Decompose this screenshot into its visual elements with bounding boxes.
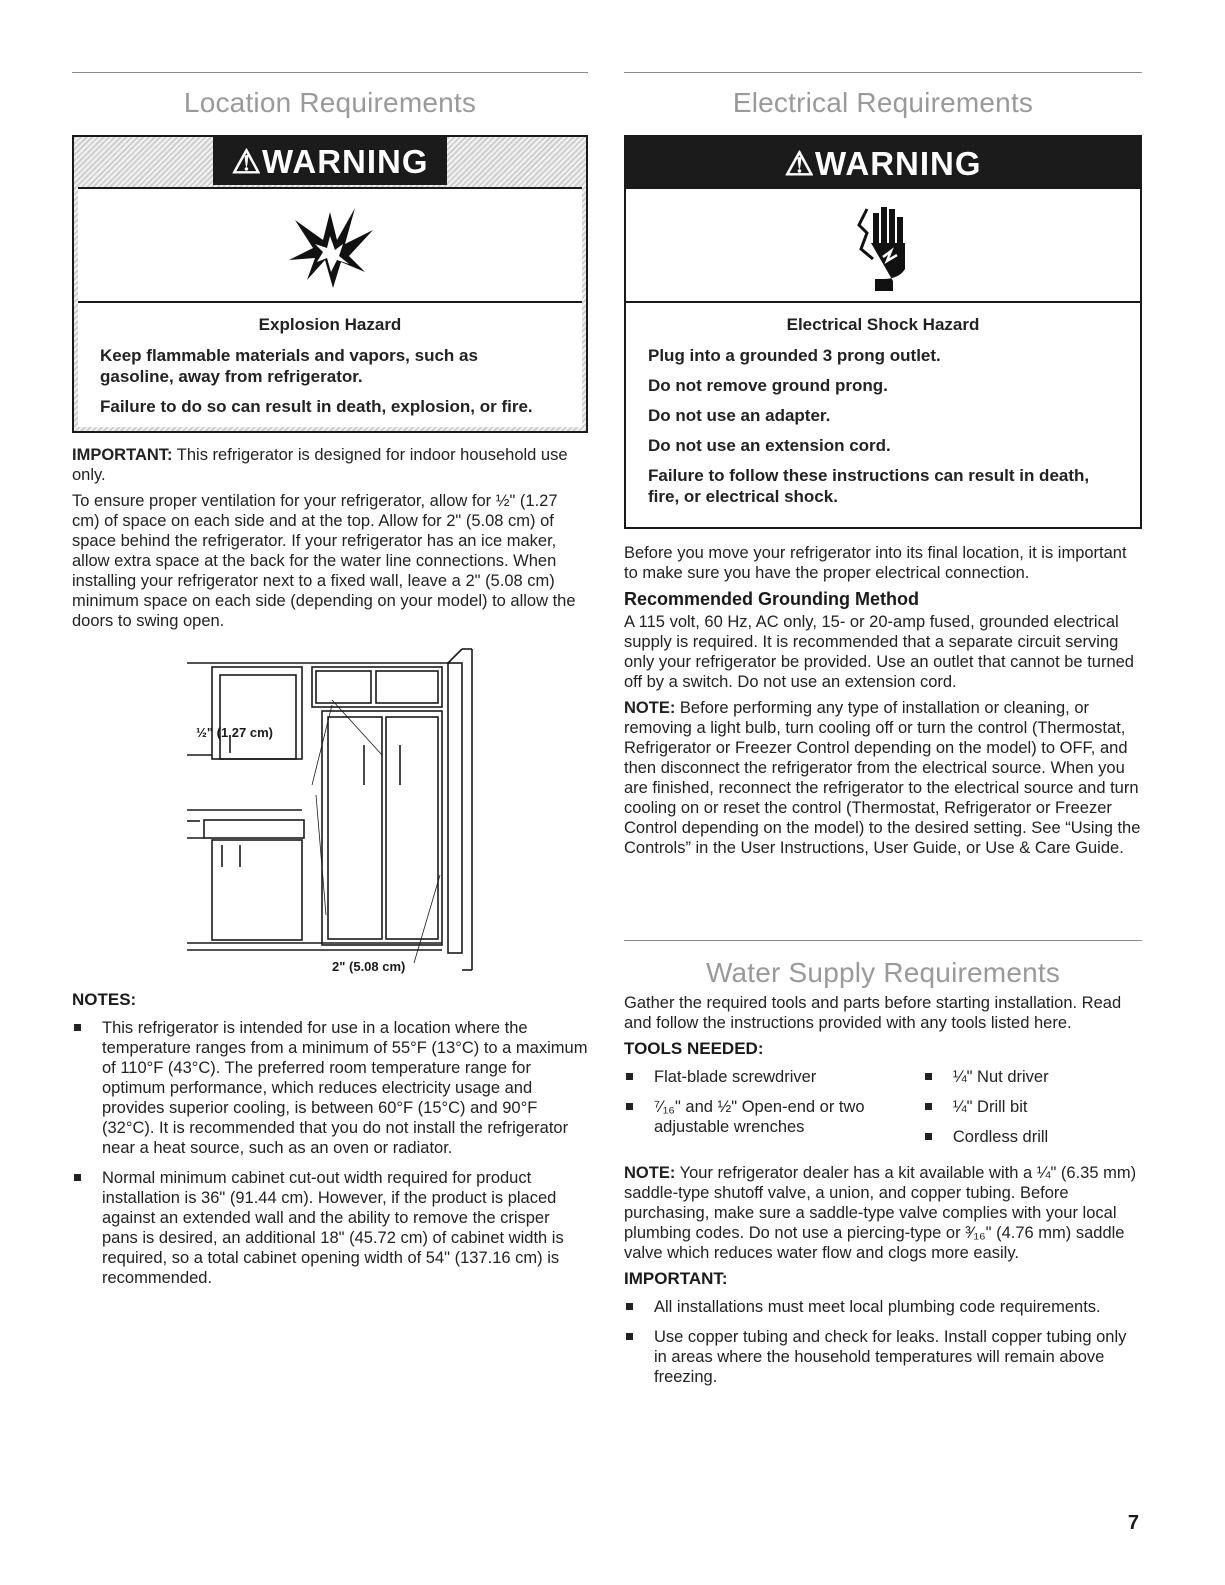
hazard-line: Do not use an extension cord. bbox=[648, 436, 891, 455]
hazard-title: Electrical Shock Hazard bbox=[786, 315, 980, 334]
tools-list-right bbox=[923, 1067, 1142, 1157]
warning-banner: ⚠WARNING bbox=[74, 137, 586, 185]
hazard-line: Do not remove ground prong. bbox=[648, 376, 888, 395]
note-text: Before performing any type of installation or cleaning, or removing a light bulb, turn cooling off or turn the control (Thermostat, Refrigerator or Freezer Control depending on the model) to OFF, and then disconnect the refrigerator from the electrical source. When you are finished, reconnect the refrigerator to the electrical source and turn cooling on or reset the control (Thermostat, Refrigerator or Freezer Control depending on the model) to the desired setting. See “Using the Controls” in the User Instructions, User Guide, or Use & Care Guide. bbox=[624, 699, 1141, 857]
explosion-icon bbox=[285, 200, 375, 290]
grounding-text: A 115 volt, 60 Hz, AC only, 15- or 20-amp fused, grounded electrical supply is required. It is recommended that a separate circuit serving only your refrigerator be provided. Use an outlet that cannot be turned off by a switch. Do not use an extension cord. bbox=[624, 613, 1134, 691]
important-label: IMPORTANT: bbox=[72, 446, 173, 464]
electric-shock-hand-icon bbox=[853, 199, 913, 291]
note-label: NOTE: bbox=[624, 1164, 676, 1182]
notes-title: NOTES: bbox=[72, 990, 137, 1009]
list-item: Use copper tubing and check for leaks. Install copper tubing only in areas where the household temperatures will remain above freezing. bbox=[624, 1327, 1142, 1387]
side-clearance-label: ½" (1.27 cm) bbox=[196, 725, 273, 740]
explosion-warning-box bbox=[72, 135, 588, 433]
tools-list bbox=[624, 1067, 1142, 1157]
list-item: All installations must meet local plumbing code requirements. bbox=[624, 1297, 1142, 1317]
location-requirements-column bbox=[72, 0, 588, 1287]
clearance-diagram bbox=[182, 645, 482, 975]
hazard-title: Explosion Hazard bbox=[258, 315, 402, 334]
water-supply-section bbox=[624, 940, 1142, 1397]
note-text: Your refrigerator dealer has a kit available with a ¼" (6.35 mm) saddle-type shutoff valve, a union, and copper tubing. Before purchasing, make sure a saddle-type valve complies with your local plumbing codes. Do not use a piercing-type or ³⁄₁₆" (4.76 mm) saddle valve which reduces water flow and clogs more easily. bbox=[624, 1164, 1137, 1262]
warning-text-area bbox=[78, 303, 582, 427]
electrical-requirements-column bbox=[624, 0, 1142, 1386]
list-item: ⁷⁄₁₆" and ½" Open-end or two adjustable wrenches bbox=[624, 1097, 913, 1137]
section-divider bbox=[72, 72, 588, 73]
section-divider bbox=[624, 72, 1142, 73]
hazard-line: Do not use an adapter. bbox=[648, 406, 831, 425]
important-text: This refrigerator is designed for indoor household use only. bbox=[72, 446, 568, 484]
list-item: Cordless drill bbox=[923, 1127, 1142, 1147]
hazard-line: Keep flammable materials and vapors, such as gasoline, away from refrigerator. bbox=[100, 346, 478, 386]
tools-title: TOOLS NEEDED: bbox=[624, 1039, 764, 1058]
electrical-warning-box bbox=[624, 135, 1142, 529]
list-item: This refrigerator is intended for use in a location where the temperature ranges from a minimum of 55°F (13°C) to a maximum of 110°F (43°C). The preferred room temperature range for optimum performance, which reduces electricity usage and provides superior cooling, is between 60°F (15°C) and 90°F (32°C). It is recommended that you do not install the refrigerator near a heat source, such as an oven or radiator. bbox=[72, 1018, 588, 1158]
warning-pictogram-area bbox=[626, 189, 1140, 303]
list-item: ¼" Drill bit bbox=[923, 1097, 1142, 1117]
section-divider bbox=[624, 940, 1142, 941]
notes-list bbox=[72, 1018, 588, 1288]
grounding-title: Recommended Grounding Method bbox=[624, 589, 919, 609]
water-intro: Gather the required tools and parts before starting installation. Read and follow the instructions provided with any tools listed here. bbox=[624, 994, 1122, 1032]
list-item: Normal minimum cabinet cut-out width required for product installation is 36" (91.44 cm). However, if the product is placed against an extended wall and the ability to remove the crisper pans is desired, an additional 18" (45.72 cm) of cabinet width is required, so a total cabinet opening width of 54" (137.16 cm) is recommended. bbox=[72, 1168, 588, 1288]
note-label: NOTE: bbox=[624, 699, 676, 717]
tools-list-left bbox=[624, 1067, 923, 1157]
important-title: IMPORTANT: bbox=[624, 1269, 728, 1288]
page-number: 7 bbox=[1127, 1512, 1139, 1534]
hazard-line: Failure to follow these instructions can result in death, fire, or electrical shock. bbox=[648, 466, 1090, 506]
refrigerator-clearance-illustration bbox=[182, 645, 482, 975]
section-title: Location Requirements bbox=[183, 87, 477, 118]
list-item: ¼" Nut driver bbox=[923, 1067, 1142, 1087]
back-clearance-label: 2" (5.08 cm) bbox=[332, 959, 406, 974]
notes-section bbox=[72, 990, 588, 1298]
important-list bbox=[624, 1297, 1142, 1387]
hazard-line: Plug into a grounded 3 prong outlet. bbox=[648, 346, 941, 365]
warning-banner: ⚠WARNING bbox=[626, 137, 1140, 189]
hazard-line: Failure to do so can result in death, explosion, or fire. bbox=[100, 397, 533, 416]
ventilation-paragraph: To ensure proper ventilation for your refrigerator, allow for ½" (1.27 cm) of space on each side and at the top. Allow for 2" (5.08 cm) of space behind the refrigerator. If your refrigerator has an ice maker, allow extra space at the back for the water line connections. When installing your refrigerator next to a fixed wall, leave a 2" (5.08 cm) minimum space on each side (depending on your model) to allow the doors to swing open. bbox=[72, 492, 576, 630]
list-item: Flat-blade screwdriver bbox=[624, 1067, 913, 1087]
section-title: Electrical Requirements bbox=[732, 87, 1034, 118]
section-title: Water Supply Requirements bbox=[705, 957, 1061, 988]
important-paragraph bbox=[72, 445, 588, 631]
electrical-intro: Before you move your refrigerator into its final location, it is important to make sure you have the proper electrical connection. bbox=[624, 544, 1127, 582]
electrical-body bbox=[624, 543, 1142, 858]
warning-pictogram-area bbox=[78, 187, 582, 303]
